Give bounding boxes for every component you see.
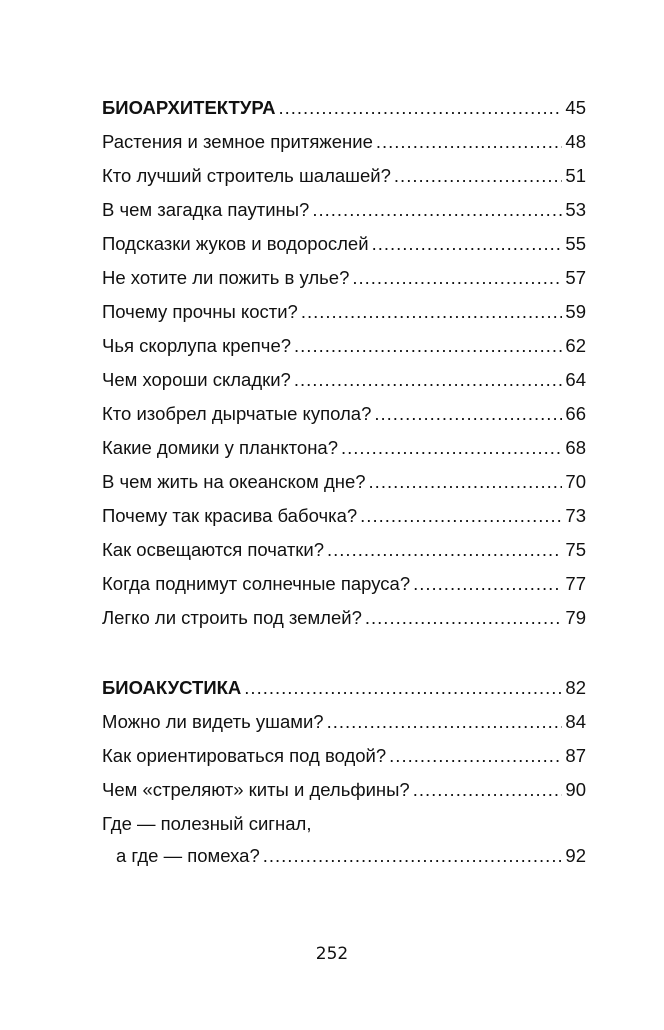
toc-page-number: 66 [565,403,586,424]
toc-entry[interactable] [102,368,586,402]
toc-entry-title: В чем загадка паутины? [102,199,310,220]
toc-entry-title: Почему прочны кости? [102,301,298,322]
toc-entry-title: Подсказки жуков и водорослей [102,233,369,254]
dot-leader [294,334,562,358]
toc-page-number: 51 [565,165,586,186]
toc-entry-title-line2: а где — помеха? [116,845,260,866]
toc-entry[interactable] [102,504,586,538]
toc-entry[interactable] [102,266,586,300]
dot-leader [413,572,562,596]
toc-page-number: 70 [565,471,586,492]
toc-page-number: 64 [565,369,586,390]
toc-entry-title: Не хотите ли пожить в улье? [102,267,350,288]
toc-entry[interactable] [102,334,586,368]
page-number: 252 [315,944,349,964]
toc-entry-title: Как ориентироваться под водой? [102,745,387,766]
toc-entry[interactable] [102,232,586,266]
toc-page-number: 90 [565,779,586,800]
toc-entry[interactable] [102,606,586,640]
toc-entry[interactable] [102,300,586,334]
toc-entry-title: Кто лучший строитель шалашей? [102,165,391,186]
toc-entry[interactable] [102,744,586,778]
toc-entry-title: Легко ли строить под землей? [102,607,362,628]
toc-entry-title: Кто изобрел дырчатые купола? [102,403,372,424]
toc-entry[interactable] [102,710,586,744]
toc-section-heading[interactable] [102,96,586,130]
toc-page-number: 68 [565,437,586,458]
toc-page-number: 73 [565,505,586,526]
dot-leader [352,266,562,290]
toc-entry[interactable] [102,572,586,606]
toc-entry-title: Как освещаются початки? [102,539,325,560]
section-spacer [102,640,586,676]
toc-page-number: 82 [565,677,586,698]
toc-page-number: 75 [565,539,586,560]
toc-page-number: 87 [565,745,586,766]
toc-entry-title: Когда поднимут солнечные паруса? [102,573,411,594]
toc-page-number: 77 [565,573,586,594]
toc-entry-title: Растения и земное притяжение [102,131,373,152]
toc-heading-title: БИОАРХИТЕКТУРА [102,97,276,118]
dot-leader [327,710,563,734]
dot-leader [360,504,562,528]
dot-leader [301,300,563,324]
dot-leader [389,744,562,768]
dot-leader [312,198,562,222]
toc-entry-title: В чем жить на океанском дне? [102,471,366,492]
toc-entry-multiline[interactable] [102,812,586,874]
dot-leader [376,130,563,154]
toc-entry[interactable] [102,198,586,232]
toc-entry-title: Почему так красива бабочка? [102,505,358,526]
toc-entry[interactable] [102,402,586,436]
toc-page-number: 53 [565,199,586,220]
dot-leader [327,538,562,562]
dot-leader [263,844,563,868]
toc-entry[interactable] [102,778,586,812]
toc-entry[interactable] [102,538,586,572]
toc-page-number: 62 [565,335,586,356]
toc-entry[interactable] [102,164,586,198]
toc-page-number: 57 [565,267,586,288]
toc-entry[interactable] [102,130,586,164]
toc-entry-title-line1: Где — полезный сигнал, [102,813,312,834]
dot-leader [365,606,563,630]
toc-page-number: 59 [565,301,586,322]
toc-entry-title: Можно ли видеть ушами? [102,711,324,732]
toc-entry-title: Чья скорлупа крепче? [102,335,292,356]
toc-page-number: 45 [565,97,586,118]
toc-page-number: 48 [565,131,586,152]
toc-entry-title: Чем «стреляют» киты и дельфины? [102,779,410,800]
dot-leader [372,232,563,256]
toc-page-number: 79 [565,607,586,628]
toc-entry-continuation [102,844,586,874]
dot-leader [369,470,563,494]
dot-leader [394,164,563,188]
toc-entry-title: Какие домики у планктона? [102,437,338,458]
dot-leader [244,676,562,700]
toc-heading-title: БИОАКУСТИКА [102,677,242,698]
toc-entry-title: Чем хороши складки? [102,369,291,390]
table-of-contents [102,96,586,874]
toc-section-heading[interactable] [102,676,586,710]
toc-page-number: 92 [565,845,586,866]
toc-entry[interactable] [102,470,586,504]
dot-leader [278,96,562,120]
dot-leader [341,436,562,460]
dot-leader [413,778,563,802]
dot-leader [374,402,562,426]
toc-page-number: 55 [565,233,586,254]
toc-page-number: 84 [565,711,586,732]
toc-entry[interactable] [102,436,586,470]
dot-leader [294,368,563,392]
